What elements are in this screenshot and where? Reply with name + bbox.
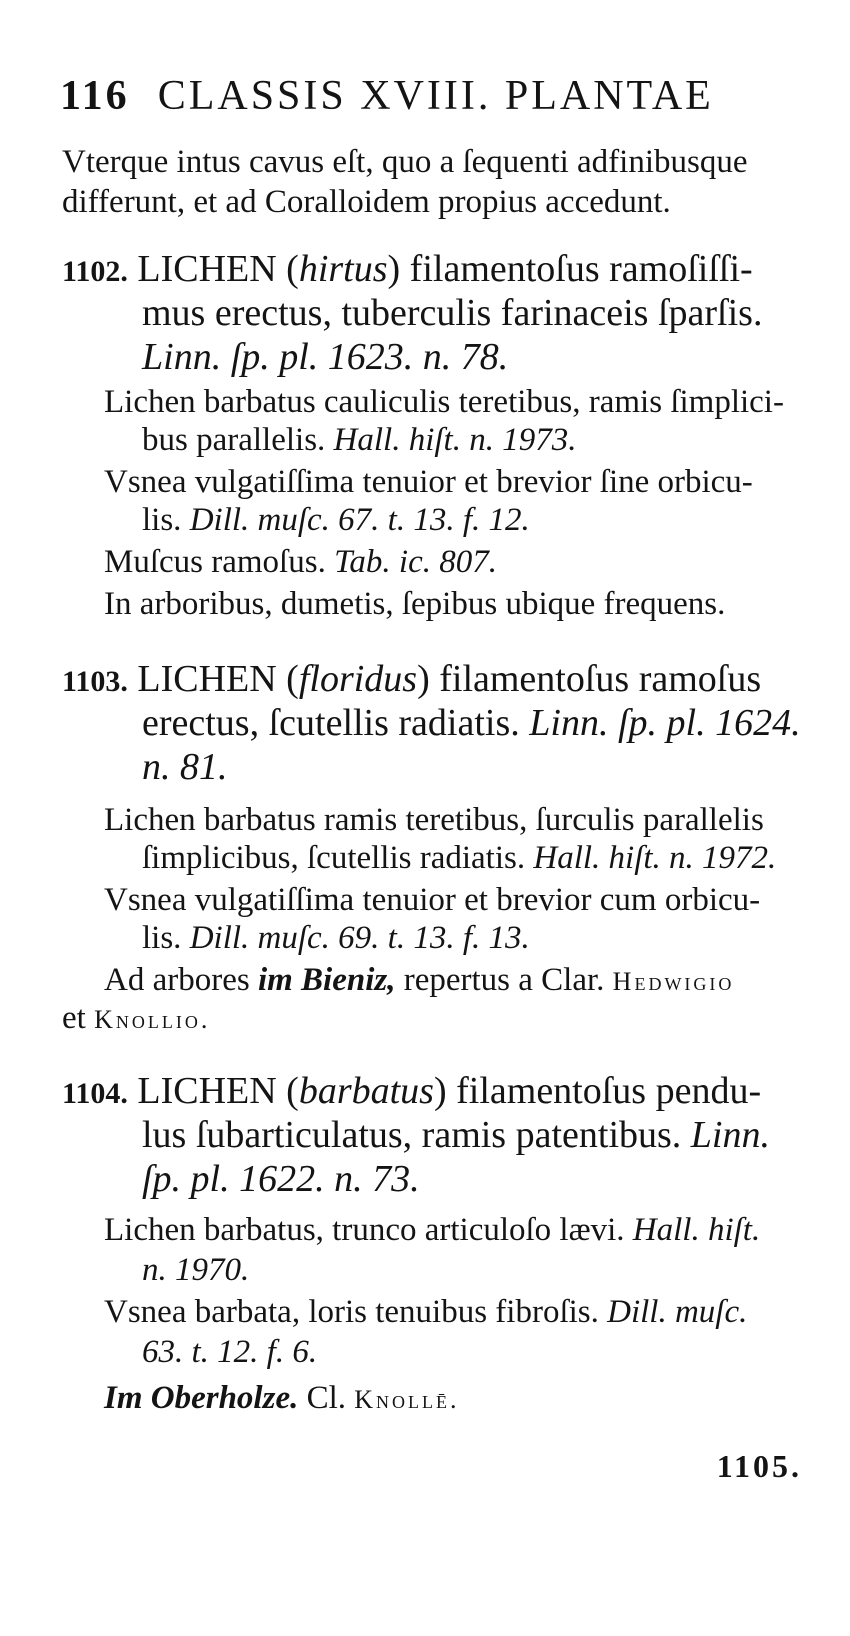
catchword: 1105. [716, 1448, 802, 1484]
species-text: ) filamentoſus ramoſiſſi- [387, 248, 753, 290]
habitat-line [104, 1382, 460, 1415]
species-epithet: barbatus [298, 1070, 434, 1112]
synonym-text: ſimplicibus, ſcutellis radiatis. [142, 840, 534, 876]
habitat-text: repertus a Clar. [395, 962, 613, 998]
species-text: LICHEN ( [137, 248, 299, 290]
entry-1104-reference: ſp. pl. 1622. n. 73. [142, 1158, 420, 1200]
diagnosis-text: erectus, ſcutellis radiatis. [142, 702, 530, 744]
synonym-text: Muſcus ramoſus. [104, 544, 335, 580]
page-number: 116 [60, 73, 130, 119]
entry-1104-diagnosis [142, 1116, 770, 1154]
synonym-text: bus parallelis. [142, 422, 334, 458]
species-epithet: floridus [298, 658, 418, 700]
diagnosis-text: lus ſubarticulatus, ramis patentibus. [142, 1114, 691, 1156]
habitat-line [62, 1002, 210, 1035]
species-reference: Linn. ſp. pl. 1624. [529, 702, 801, 744]
species-epithet: hirtus [298, 248, 388, 290]
synonym-reference: 63. t. 12. f. 6. [142, 1334, 318, 1370]
habitat-text: Ad arbores [104, 962, 258, 998]
entry-1103-heading [62, 660, 761, 698]
species-reference: Linn. [690, 1114, 770, 1156]
entry-1104-heading [62, 1072, 761, 1110]
habitat-line [104, 964, 734, 997]
synonym-line [142, 842, 776, 875]
synonym-reference: Hall. hiſt. [632, 1212, 761, 1248]
collector-name: Hedwigio [612, 967, 735, 996]
synonym-line: Vsnea vulgatiſſima tenuior et brevior ſine orbicu- [104, 464, 753, 500]
synonym-line: Lichen barbatus ramis teretibus, ſurculis parallelis [104, 802, 764, 838]
synonym-reference: Hall. hiſt. n. 1972. [533, 840, 777, 876]
synonym-text: Lichen barbatus, trunco articuloſo lævi. [104, 1212, 633, 1248]
entry-1102-heading [62, 250, 753, 288]
synonym-text: lis. [142, 502, 190, 538]
synonym-line [142, 424, 576, 457]
entry-1102-diagnosis: mus erectus, tuberculis farinaceis ſparſis. [142, 292, 763, 334]
synonym-reference: n. 1970. [142, 1252, 250, 1288]
collector-name: Knollio. [94, 1005, 211, 1034]
collector-name: Knollē. [354, 1385, 460, 1414]
entry-number: 1104. [62, 1077, 128, 1110]
running-title: CLASSIS XVIII. PLANTAE [157, 73, 714, 119]
intro-line-2: differunt, et ad Coralloidem propius accedunt. [62, 184, 671, 220]
synonym-text: lis. [142, 920, 190, 956]
intro-line-1: Vterque intus cavus eſt, quo a ſequenti adfinibusque [62, 144, 748, 180]
synonym-reference: Hall. hiſt. n. 1973. [333, 422, 577, 458]
synonym-line [104, 1214, 760, 1247]
synonym-line [142, 504, 530, 537]
species-text: ) filamentoſus pendu- [433, 1070, 762, 1112]
entry-number: 1103. [62, 665, 128, 698]
habitat-place: Im Oberholze. [104, 1380, 299, 1416]
running-head [60, 72, 714, 120]
synonym-reference: Dill. muſc. 67. t. 13. f. 12. [189, 502, 530, 538]
entry-1102-reference: Linn. ſp. pl. 1623. n. 78. [142, 336, 509, 378]
entry-1103-diagnosis [142, 704, 801, 742]
entry-number: 1102. [62, 255, 128, 288]
synonym-line [142, 922, 530, 955]
habitat-text: Cl. [298, 1380, 355, 1416]
habitat-text: et [62, 1000, 95, 1036]
synonym-reference: Tab. ic. 807. [334, 544, 497, 580]
synonym-reference: Dill. muſc. 69. t. 13. f. 13. [189, 920, 530, 956]
synonym-reference: Dill. muſc. [607, 1294, 748, 1330]
synonym-line: Vsnea vulgatiſſima tenuior et brevior cum orbicu- [104, 882, 761, 918]
habitat-line: In arboribus, dumetis, ſepibus ubique frequens. [104, 586, 726, 622]
synonym-line [104, 1296, 747, 1329]
species-text: LICHEN ( [137, 658, 299, 700]
entry-1103-reference: n. 81. [142, 746, 228, 788]
species-text: LICHEN ( [137, 1070, 299, 1112]
habitat-place: im Bieniz, [257, 962, 396, 998]
synonym-line: Lichen barbatus cauliculis teretibus, ramis ſimplici- [104, 384, 784, 420]
synonym-text: Vsnea barbata, loris tenuibus fibroſis. [104, 1294, 608, 1330]
species-text: ) filamentoſus ramoſus [417, 658, 762, 700]
synonym-line [104, 546, 497, 579]
